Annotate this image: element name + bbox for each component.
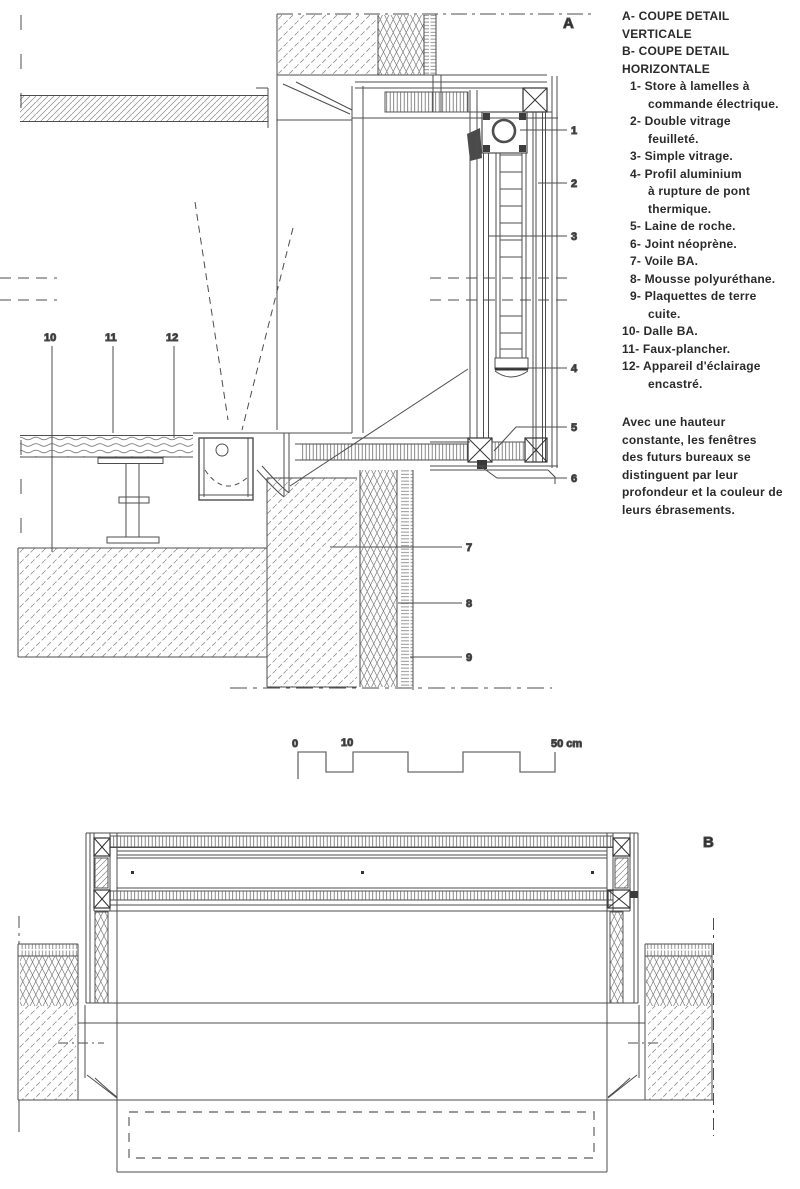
callout-10: 10 [44, 332, 57, 344]
legend-item-4c: thermique. [648, 201, 712, 216]
break-lines [0, 202, 568, 430]
legend [620, 8, 798, 393]
right-wall [645, 918, 714, 1136]
insulation-column [360, 470, 397, 687]
legend-item-3: 3- Simple vitrage. [630, 149, 733, 163]
note-line-4: distinguent par leur [622, 467, 739, 482]
legend-item-5: 5- Laine de roche. [630, 219, 736, 233]
upper-wall [277, 14, 592, 75]
section-b-label: B [703, 834, 714, 851]
legend-item-1: 1- Store à lamelles à [630, 79, 750, 93]
note-line-5: profondeur et la couleur de [622, 485, 783, 499]
legend-item-8: 8- Mousse polyuréthane. [630, 271, 776, 286]
callout-8: 8 [466, 598, 473, 610]
legend-item-7: 7- Voile BA. [630, 254, 699, 268]
legend-note [622, 414, 798, 519]
blind-roller-icon [493, 120, 515, 142]
section-b [18, 833, 714, 1172]
callout-3: 3 [571, 231, 578, 243]
callout-2: 2 [571, 178, 578, 190]
outer-band [86, 833, 638, 858]
legend-title-b2: HORIZONTALE [622, 61, 710, 76]
callout-5: 5 [571, 422, 578, 434]
legend-item-9: 9- Plaquettes de terre [630, 289, 757, 303]
ceiling-slab [20, 15, 268, 132]
section-a [0, 14, 592, 690]
interior-lines [18, 1003, 714, 1172]
callout-11: 11 [105, 332, 117, 344]
legend-item-12b: encastré. [648, 376, 703, 391]
callout-7: 7 [466, 542, 473, 554]
callout-1: 1 [571, 125, 578, 137]
legend-item-6: 6- Joint néoprène. [630, 236, 737, 251]
light-fixture [199, 438, 253, 500]
callout-12: 12 [166, 332, 179, 344]
legend-item-12: 12- Appareil d'éclairage [622, 359, 761, 373]
callout-9: 9 [466, 652, 473, 664]
legend-title-b: B- COUPE DETAIL [622, 44, 730, 58]
legend-item-10: 10- Dalle BA. [622, 324, 698, 338]
blind-slats [495, 153, 528, 377]
note-line-6: leurs ébrasements. [622, 502, 735, 517]
roller-blind-housing [467, 112, 527, 161]
section-a-label: A [563, 15, 574, 32]
callout-4: 4 [571, 363, 578, 375]
legend-item-1b: commande électrique. [648, 96, 779, 111]
legend-item-2: 2- Double vitrage [630, 114, 731, 128]
terracotta-cladding [401, 470, 413, 687]
legend-item-2b: feuilleté. [648, 131, 699, 146]
scale-ten: 10 [341, 737, 354, 749]
callout-6: 6 [571, 473, 578, 485]
scale-zero: 0 [292, 738, 299, 750]
scale-bar [292, 737, 582, 779]
note-line-1: Avec une hauteur [622, 415, 726, 429]
note-line-2: constante, les fenêtres [622, 432, 757, 447]
legend-title-a2: VERTICALE [622, 26, 692, 41]
dashed-convector-box [129, 1112, 594, 1158]
inner-band [94, 888, 630, 911]
cavity-band [131, 871, 594, 874]
note-line-3: des futurs bureaux se [622, 450, 751, 464]
scale-fifty: 50 cm [551, 738, 583, 750]
legend-item-9b: cuite. [648, 306, 681, 321]
legend-item-4b: à rupture de pont [648, 184, 751, 198]
legend-title-a: A- COUPE DETAIL [622, 9, 730, 23]
legend-item-4: 4- Profil aluminium [630, 166, 742, 181]
legend-item-11: 11- Faux-plancher. [622, 341, 731, 356]
